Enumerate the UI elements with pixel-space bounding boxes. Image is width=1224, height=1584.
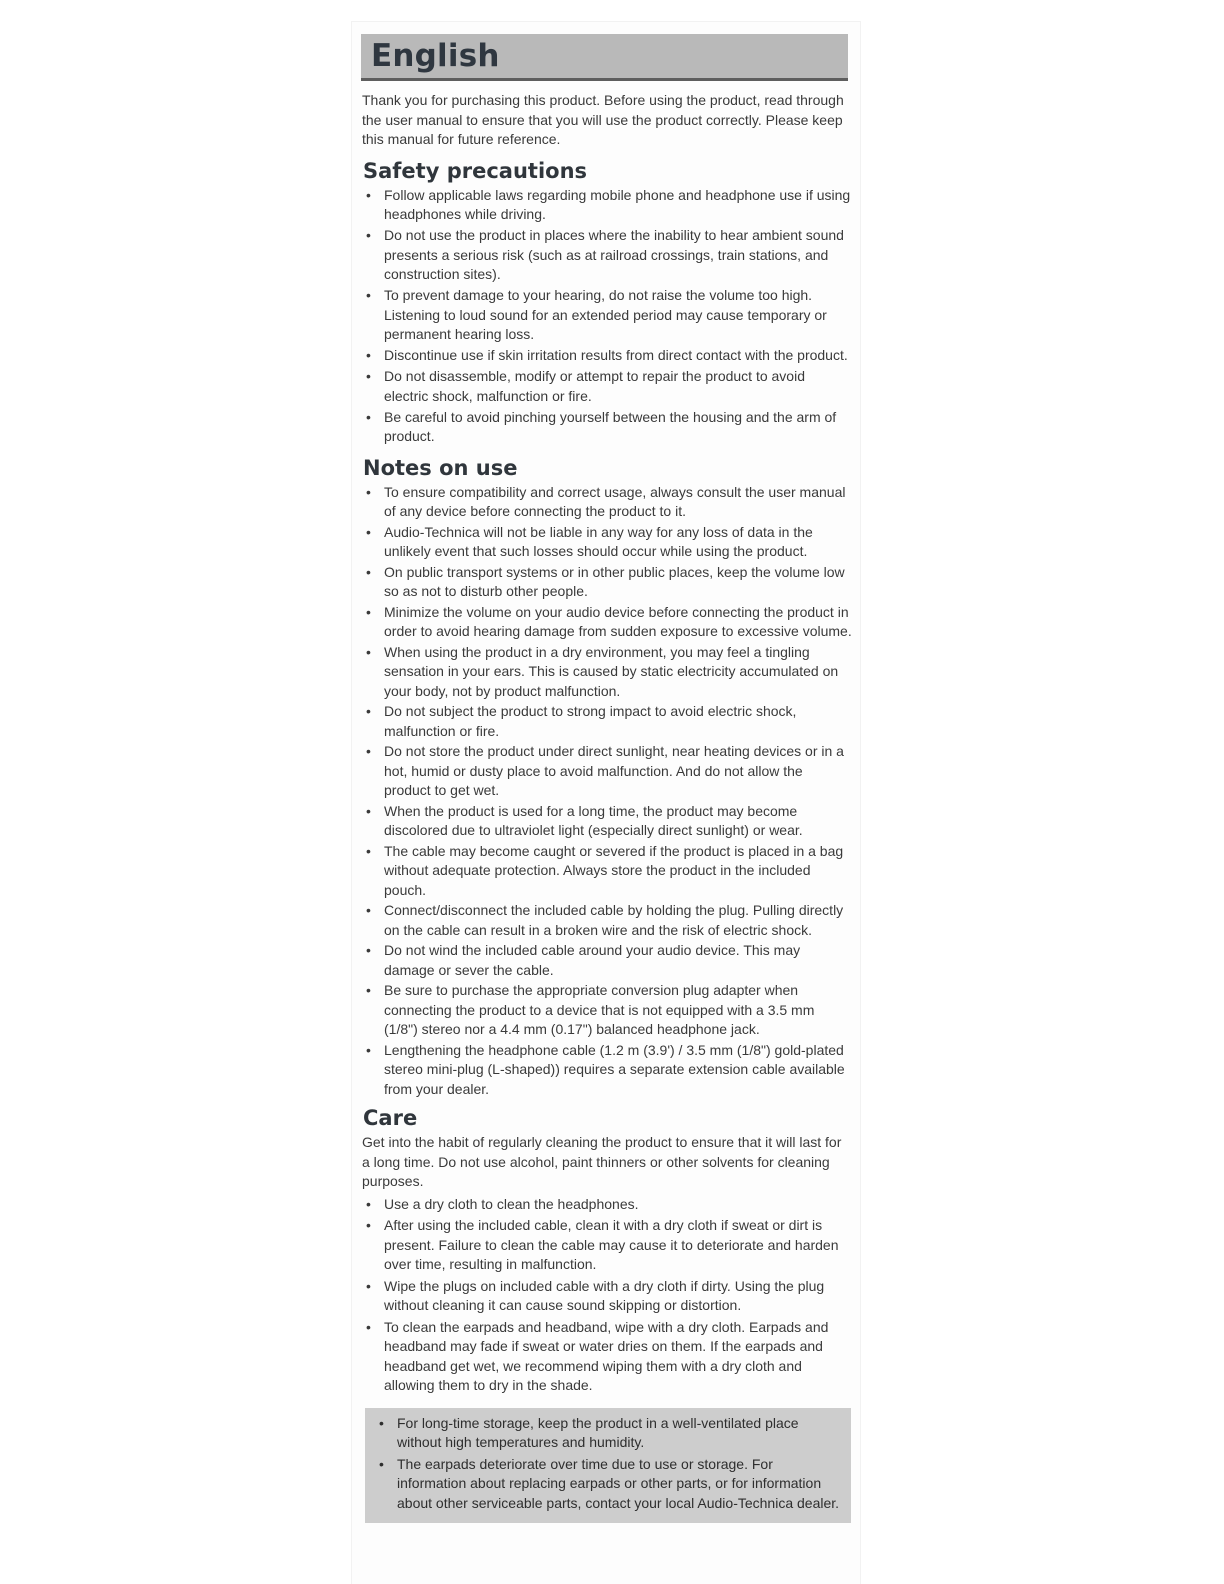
care-item: [362, 1318, 852, 1396]
notes-item-text: On public transport systems or in other public places, keep the volume low so as not to disturb other people.: [384, 563, 845, 599]
safety-item: [362, 346, 852, 366]
safety-item-text: Do not disassemble, modify or attempt to repair the product to avoid electric shock, malfunction or fire.: [384, 368, 805, 404]
safety-item-text: Discontinue use if skin irritation results from direct contact with the product.: [384, 347, 848, 363]
storage-notice-item-text: The earpads deteriorate over time due to use or storage. For information about replacing earpads or other parts, or for information about other serviceable parts, contact your local Audio-Technica dealer.: [397, 1455, 840, 1511]
notes-item: [362, 563, 852, 602]
care-intro-paragraph: Get into the habit of regularly cleaning the product to ensure that it will last for a long time. Do not use alcohol, paint thinners or other solvents for cleaning purposes.: [362, 1134, 842, 1189]
notes-item-text: The cable may become caught or severed if the product is placed in a bag without adequate protection. Always store the product in the included pouch.: [384, 842, 844, 898]
bullet-icon: •: [366, 408, 371, 425]
care-item-text: Wipe the plugs on included cable with a dry cloth if dirty. Using the plug without cleaning it can cause sound skipping or distortion.: [384, 1277, 825, 1313]
safety-item-text: Do not use the product in places where the inability to hear ambient sound presents a serious risk (such as at railroad crossings, train stations, and construction sites).: [384, 227, 844, 282]
storage-notice-item: [375, 1455, 841, 1514]
safety-item: [362, 226, 852, 285]
storage-notice-box: [365, 1408, 851, 1524]
notes-item: [362, 702, 852, 741]
notes-item-text: When the product is used for a long time, the product may become discolored due to ultraviolet light (especially direct sunlight) or wear.: [384, 802, 803, 838]
bullet-icon: •: [366, 743, 371, 759]
language-header-bar: [361, 34, 848, 81]
notes-item: [362, 603, 852, 642]
intro-paragraph: Thank you for purchasing this product. Before using the product, read through the user manual to ensure that you will use the product correctly. Please keep this manual for future reference.: [362, 92, 844, 147]
notes-item: [362, 643, 852, 702]
storage-notice-item: [375, 1414, 841, 1453]
safety-item: [362, 186, 852, 225]
storage-notice-list: [375, 1414, 841, 1514]
bullet-icon: •: [366, 1195, 371, 1212]
safety-item: [362, 367, 852, 406]
safety-list: [362, 186, 852, 447]
manual-content: [362, 91, 852, 1523]
bullet-icon: •: [366, 287, 371, 303]
safety-heading: Safety precautions: [363, 158, 588, 183]
notes-list: [362, 483, 852, 1100]
storage-notice-item-text: For long-time storage, keep the product in a well-ventilated place without high temperatures and humidity.: [397, 1414, 799, 1450]
bullet-icon: •: [379, 1455, 384, 1472]
safety-item-text: To prevent damage to your hearing, do not raise the volume too high. Listening to loud sound for an extended period may cause temporary or permanent hearing loss.: [384, 287, 827, 342]
care-item: [362, 1277, 852, 1316]
bullet-icon: •: [366, 227, 371, 243]
notes-item-text: Do not subject the product to strong impact to avoid electric shock, malfunction or fire.: [384, 703, 797, 739]
notes-item-text: Do not wind the included cable around your audio device. This may damage or sever the cable.: [384, 942, 801, 978]
bullet-icon: •: [366, 368, 371, 384]
safety-item-text: Be careful to avoid pinching yourself between the housing and the arm of product.: [384, 408, 837, 444]
notes-item: [362, 842, 852, 901]
notes-item-text: To ensure compatibility and correct usage, always consult the user manual of any device before connecting the product to it.: [384, 483, 846, 519]
safety-item-text: Follow applicable laws regarding mobile phone and headphone use if using headphones while driving.: [384, 186, 851, 222]
notes-item: [362, 941, 852, 980]
notes-item: [362, 1041, 852, 1100]
language-heading: English: [371, 38, 500, 74]
bullet-icon: •: [366, 1217, 371, 1233]
care-item: [362, 1195, 852, 1215]
care-item-text: To clean the earpads and headband, wipe with a dry cloth. Earpads and headband may fade if sweat or water dries on them. If the earpads and headband get wet, we recommend wiping them with a dry cloth and allowing them to dry in the shade.: [384, 1318, 829, 1393]
bullet-icon: •: [366, 347, 371, 363]
care-item: [362, 1216, 852, 1275]
notes-item: [362, 742, 852, 801]
bullet-icon: •: [366, 603, 371, 620]
bullet-icon: •: [366, 1318, 371, 1335]
bullet-icon: •: [366, 643, 371, 660]
bullet-icon: •: [366, 902, 371, 918]
notes-item: [362, 523, 852, 562]
bullet-icon: •: [366, 523, 371, 540]
notes-item-text: Do not store the product under direct sunlight, near heating devices or in a hot, humid or dusty place to avoid malfunction. And do not allow the product to get wet.: [384, 743, 844, 798]
notes-item-text: When using the product in a dry environment, you may feel a tingling sensation in your ears. This is caused by static electricity accumulated on your body, not by product malfunction.: [384, 643, 839, 699]
bullet-icon: •: [366, 842, 371, 859]
notes-item-text: Audio-Technica will not be liable in any way for any loss of data in the unlikely event that such losses should occur while using the product.: [384, 523, 813, 559]
bullet-icon: •: [366, 703, 371, 719]
bullet-icon: •: [366, 1041, 371, 1058]
notes-item-text: Be sure to purchase the appropriate conversion plug adapter when connecting the product to a device that is not equipped with a 3.5 mm (1/8") stereo nor a 4.4 mm (0.17") balanced headphone jack.: [384, 982, 815, 1037]
care-item-text: After using the included cable, clean it with a dry cloth if sweat or dirt is present. Failure to clean the cable may cause it to deteriorate and harden over time, resulting in malfunction.: [384, 1217, 839, 1272]
notes-item: [362, 901, 852, 940]
bullet-icon: •: [366, 563, 371, 580]
bullet-icon: •: [366, 942, 371, 958]
bullet-icon: •: [366, 802, 371, 819]
bullet-icon: •: [379, 1414, 384, 1431]
notes-item: [362, 483, 852, 522]
bullet-icon: •: [366, 186, 371, 203]
bullet-icon: •: [366, 483, 371, 500]
notes-item: [362, 981, 852, 1040]
safety-item: [362, 408, 852, 447]
care-item-text: Use a dry cloth to clean the headphones.: [384, 1195, 639, 1212]
safety-item: [362, 286, 852, 345]
care-heading: Care: [363, 1106, 418, 1130]
notes-heading: Notes on use: [363, 455, 518, 480]
notes-item-text: Connect/disconnect the included cable by holding the plug. Pulling directly on the cable can result in a broken wire and the risk of electric shock.: [384, 902, 844, 938]
notes-item: [362, 802, 852, 841]
notes-item-text: Minimize the volume on your audio device before connecting the product in order to avoid hearing damage from sudden exposure to excessive volume.: [384, 603, 852, 639]
notes-item-text: Lengthening the headphone cable (1.2 m (3.9') / 3.5 mm (1/8") gold-plated stereo mini-plug (L-shaped)) requires a separate extension cable available from your dealer.: [384, 1041, 845, 1097]
bullet-icon: •: [366, 982, 371, 998]
care-list: [362, 1195, 852, 1396]
bullet-icon: •: [366, 1277, 371, 1294]
